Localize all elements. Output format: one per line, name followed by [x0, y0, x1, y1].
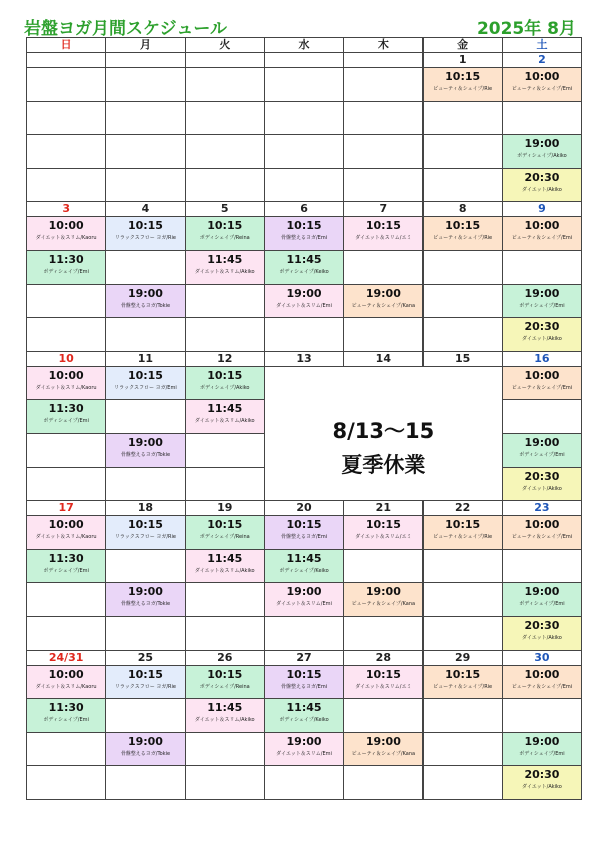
class-name: 骨盤整えるヨガ/Emi — [280, 683, 328, 690]
day-number: 22 — [423, 500, 503, 516]
class-time: 11:45 — [207, 551, 243, 565]
class-slot — [105, 216, 185, 251]
class-name: ダイエット＆スリム/Akiko — [194, 418, 255, 425]
day-number: 21 — [343, 500, 423, 516]
empty-slot — [105, 67, 185, 102]
empty-slot — [105, 549, 185, 584]
day-number: 23 — [502, 500, 582, 516]
class-time: 10:15 — [207, 667, 243, 681]
empty-slot — [343, 549, 423, 584]
class-time: 10:15 — [127, 219, 163, 233]
class-slot — [185, 399, 265, 434]
class-name: ボディシェイプ/Emi — [43, 269, 89, 275]
class-slot — [264, 284, 344, 319]
class-slot — [264, 216, 344, 251]
empty-slot — [26, 616, 106, 651]
class-slot — [105, 366, 185, 401]
year-month: 2025年 8月 — [476, 19, 576, 39]
class-name: ダイエット＆スリム/Akiko — [194, 269, 255, 275]
weekday-header: 火 — [185, 37, 265, 53]
class-time: 10:15 — [445, 70, 481, 83]
empty-slot — [105, 134, 185, 169]
empty-slot — [185, 433, 265, 468]
class-slot — [423, 216, 503, 251]
empty-slot — [343, 134, 423, 169]
class-name: リラックスフロー ヨガ/Rie — [114, 534, 176, 541]
class-time: 10:00 — [48, 368, 84, 382]
empty-slot — [423, 317, 503, 352]
class-name: ボディシェイプ/Emi — [519, 601, 565, 608]
class-name: ボディシェイプ/Emi — [519, 750, 565, 757]
class-time: 10:00 — [524, 70, 560, 83]
empty-slot — [264, 101, 344, 136]
class-name: ビューティ＆シェイプ/Rie — [433, 86, 493, 92]
class-slot — [185, 665, 265, 700]
empty-slot — [343, 317, 423, 352]
holiday-block — [264, 366, 503, 501]
class-name: ビューティ＆シェイプ/Kana — [351, 601, 416, 608]
empty-slot — [423, 698, 503, 733]
empty-slot — [423, 284, 503, 319]
class-name: 骨盤整えるヨガ/Tokie — [120, 452, 171, 458]
class-time: 10:15 — [445, 518, 481, 532]
class-time: 11:45 — [207, 402, 243, 416]
day-number — [26, 52, 106, 68]
empty-slot — [185, 67, 265, 102]
empty-slot — [26, 284, 106, 319]
day-number: 8 — [423, 201, 503, 217]
day-number: 15 — [423, 351, 503, 367]
class-slot — [502, 284, 582, 319]
class-name: ボディシェイプ/Akiko — [199, 384, 250, 391]
class-name: 骨盤整えるヨガ/Emi — [280, 235, 328, 242]
class-time: 19:00 — [524, 286, 560, 300]
class-time: 10:15 — [207, 219, 243, 233]
class-name: ダイエット/Akiko — [522, 186, 562, 193]
class-time: 10:15 — [445, 219, 481, 233]
empty-slot — [26, 67, 106, 102]
empty-slot — [264, 765, 344, 800]
class-time: 19:00 — [365, 734, 401, 748]
class-name: ボディシェイプ/Emi — [43, 717, 89, 724]
empty-slot — [105, 399, 185, 434]
class-slot — [502, 216, 582, 251]
class-time: 10:15 — [365, 667, 401, 681]
day-number: 20 — [264, 500, 344, 516]
class-time: 10:00 — [48, 667, 84, 681]
day-number: 6 — [264, 201, 344, 217]
empty-slot — [502, 698, 582, 733]
class-name: リラックスフロー ヨガ/Rie — [114, 683, 176, 690]
class-slot — [264, 698, 344, 733]
empty-slot — [185, 616, 265, 651]
day-number: 25 — [105, 650, 185, 666]
class-time: 19:00 — [127, 585, 163, 599]
class-slot — [423, 515, 503, 550]
empty-slot — [423, 101, 503, 136]
class-slot — [185, 250, 265, 285]
class-time: 20:30 — [524, 768, 560, 782]
day-number: 29 — [423, 650, 503, 666]
empty-slot — [423, 732, 503, 767]
empty-slot — [423, 250, 503, 285]
class-name: ダイエット/Akiko — [522, 784, 562, 791]
class-time: 11:45 — [207, 253, 243, 266]
class-name: ボディシェイプ/Reina — [199, 683, 250, 690]
class-slot — [502, 317, 582, 352]
class-slot — [502, 134, 582, 169]
class-time: 10:15 — [445, 667, 481, 681]
class-time: 19:00 — [365, 286, 401, 300]
class-time: 10:00 — [524, 219, 560, 233]
empty-slot — [423, 616, 503, 651]
empty-slot — [185, 284, 265, 319]
class-time: 11:30 — [48, 253, 84, 266]
empty-slot — [26, 134, 106, 169]
class-slot — [502, 665, 582, 700]
class-time: 19:00 — [127, 734, 163, 748]
class-slot — [423, 665, 503, 700]
empty-slot — [423, 134, 503, 169]
empty-slot — [423, 549, 503, 584]
class-name: ボディシェイプ/Emi — [519, 452, 565, 458]
class-time: 19:00 — [127, 436, 163, 449]
empty-slot — [105, 250, 185, 285]
class-slot — [264, 665, 344, 700]
class-name: ビューティ＆シェイプ/Kana — [351, 302, 416, 309]
class-time: 11:30 — [48, 551, 84, 565]
class-name: ボディシェイプ/Akiko — [517, 153, 567, 160]
empty-slot — [423, 582, 503, 617]
day-number — [264, 52, 344, 68]
day-number: 4 — [105, 201, 185, 217]
weekday-header: 金 — [423, 37, 503, 53]
class-time: 19:00 — [524, 436, 560, 449]
class-slot — [105, 284, 185, 319]
class-slot — [185, 366, 265, 401]
class-name: ビューティ＆シェイプ/Rie — [433, 235, 493, 242]
empty-slot — [423, 168, 503, 203]
class-slot — [185, 549, 265, 584]
empty-slot — [105, 168, 185, 203]
class-slot — [185, 698, 265, 733]
class-time: 11:45 — [286, 551, 322, 565]
class-name: ボディシェイプ/Reina — [199, 235, 250, 242]
holiday-range: 8/13～15 — [332, 418, 435, 443]
class-slot — [105, 665, 185, 700]
class-slot — [26, 665, 106, 700]
empty-slot — [185, 168, 265, 203]
class-slot — [264, 582, 344, 617]
empty-slot — [105, 467, 185, 502]
empty-slot — [343, 168, 423, 203]
class-slot — [26, 515, 106, 550]
class-time: 10:15 — [127, 368, 163, 382]
class-name: ボディシェイプ/Reina — [199, 534, 250, 541]
class-time: 10:15 — [127, 518, 163, 532]
day-number — [343, 52, 423, 68]
class-name: 骨盤整えるヨガ/Emi — [280, 534, 328, 541]
empty-slot — [26, 582, 106, 617]
class-slot — [105, 732, 185, 767]
class-time: 10:15 — [286, 518, 322, 532]
class-name: ダイエット＆スリム/Emi — [276, 302, 332, 309]
class-name: ダイエット＆スリム/Kaoru — [35, 534, 97, 541]
empty-slot — [343, 616, 423, 651]
class-slot — [502, 366, 582, 401]
empty-slot — [502, 101, 582, 136]
empty-slot — [26, 467, 106, 502]
day-number: 3 — [26, 201, 106, 217]
class-name: ボディシェイプ/Emi — [519, 302, 565, 309]
class-time: 10:15 — [127, 667, 163, 681]
class-time: 11:30 — [48, 701, 84, 715]
class-name: ビューティ＆シェイプ/Rie — [433, 534, 493, 541]
day-number: 14 — [343, 351, 423, 367]
class-name: リラックスフロー ヨガ/Rie — [114, 235, 176, 242]
day-number: 24/31 — [26, 650, 106, 666]
day-number — [185, 52, 265, 68]
class-slot — [343, 732, 423, 767]
class-slot — [26, 250, 106, 285]
class-slot — [502, 616, 582, 651]
empty-slot — [185, 134, 265, 169]
empty-slot — [185, 582, 265, 617]
day-number: 18 — [105, 500, 185, 516]
empty-slot — [264, 317, 344, 352]
class-time: 20:30 — [524, 170, 560, 184]
class-slot — [502, 67, 582, 102]
weekday-header: 月 — [105, 37, 185, 53]
class-name: ダイエット＆スリム/エミ — [355, 683, 412, 690]
class-time: 10:00 — [48, 518, 84, 532]
class-slot — [264, 549, 344, 584]
class-slot — [502, 168, 582, 203]
class-time: 19:00 — [524, 137, 560, 151]
class-time: 19:00 — [286, 585, 322, 599]
class-slot — [185, 515, 265, 550]
class-name: ボディシェイプ/Emi — [43, 567, 89, 574]
class-time: 20:30 — [524, 469, 560, 483]
empty-slot — [264, 134, 344, 169]
class-slot — [502, 433, 582, 468]
class-time: 10:00 — [524, 667, 560, 681]
day-number: 26 — [185, 650, 265, 666]
day-number: 30 — [502, 650, 582, 666]
class-name: ビューティ＆シェイプ/Emi — [511, 534, 573, 541]
class-name: ダイエット＆スリム/Kaoru — [35, 683, 97, 690]
class-name: ビューティ＆シェイプ/Emi — [511, 384, 573, 391]
class-slot — [185, 216, 265, 251]
empty-slot — [105, 698, 185, 733]
day-number: 12 — [185, 351, 265, 367]
day-number: 11 — [105, 351, 185, 367]
class-slot — [26, 399, 106, 434]
empty-slot — [343, 101, 423, 136]
class-name: ビューティ＆シェイプ/Kana — [351, 750, 416, 757]
day-number — [105, 52, 185, 68]
class-name: ダイエット＆スリム/Kaoru — [35, 235, 97, 242]
class-name: ボディシェイプ/Keiko — [279, 269, 329, 275]
class-name: 骨盤整えるヨガ/Tokie — [120, 601, 171, 608]
class-name: 骨盤整えるヨガ/Tokie — [120, 750, 171, 757]
class-slot — [502, 515, 582, 550]
class-time: 19:00 — [524, 585, 560, 599]
class-time: 20:30 — [524, 320, 560, 334]
empty-slot — [26, 168, 106, 203]
class-name: ビューティ＆シェイプ/Rie — [433, 683, 493, 690]
empty-slot — [343, 698, 423, 733]
class-name: ダイエット/Akiko — [522, 635, 562, 641]
class-time: 20:30 — [524, 619, 560, 632]
class-time: 11:45 — [286, 253, 322, 266]
class-slot — [502, 765, 582, 800]
empty-slot — [26, 732, 106, 767]
class-time: 10:15 — [207, 518, 243, 532]
empty-slot — [185, 467, 265, 502]
class-time: 10:00 — [524, 368, 560, 382]
class-slot — [105, 582, 185, 617]
class-slot — [502, 582, 582, 617]
class-slot — [26, 216, 106, 251]
empty-slot — [502, 250, 582, 285]
day-number: 16 — [502, 351, 582, 367]
empty-slot — [185, 765, 265, 800]
day-number: 2 — [502, 52, 582, 68]
page-title: 岩盤ヨガ月間スケジュール — [24, 19, 227, 39]
empty-slot — [185, 317, 265, 352]
day-number: 5 — [185, 201, 265, 217]
class-slot — [264, 732, 344, 767]
class-slot — [343, 582, 423, 617]
weekday-header: 木 — [343, 37, 423, 53]
day-number: 13 — [264, 351, 344, 367]
class-time: 10:15 — [286, 667, 322, 681]
class-name: 骨盤整えるヨガ/Tokie — [120, 302, 171, 309]
empty-slot — [105, 616, 185, 651]
class-time: 19:00 — [365, 585, 401, 599]
class-time: 19:00 — [524, 734, 560, 748]
class-name: ボディシェイプ/Keiko — [279, 567, 329, 574]
day-number: 10 — [26, 351, 106, 367]
empty-slot — [26, 765, 106, 800]
holiday-label: 夏季休業 — [341, 452, 426, 477]
class-slot — [423, 67, 503, 102]
weekday-header: 日 — [26, 37, 106, 53]
class-time: 10:00 — [524, 518, 560, 532]
day-number: 17 — [26, 500, 106, 516]
class-time: 19:00 — [286, 286, 322, 300]
empty-slot — [343, 765, 423, 800]
class-name: ダイエット/Akiko — [522, 485, 562, 492]
weekday-header: 水 — [264, 37, 344, 53]
class-slot — [264, 250, 344, 285]
class-slot — [105, 515, 185, 550]
empty-slot — [343, 250, 423, 285]
class-time: 19:00 — [127, 286, 163, 300]
class-name: ダイエット＆スリム/エミ — [355, 534, 412, 541]
class-time: 19:00 — [286, 734, 322, 748]
class-time: 10:00 — [48, 219, 84, 233]
empty-slot — [105, 101, 185, 136]
empty-slot — [264, 67, 344, 102]
class-slot — [502, 732, 582, 767]
class-slot — [26, 549, 106, 584]
empty-slot — [423, 765, 503, 800]
empty-slot — [343, 67, 423, 102]
class-name: ビューティ＆シェイプ/Emi — [511, 86, 573, 92]
class-name: ビューティ＆シェイプ/Emi — [511, 683, 573, 690]
class-name: ダイエット/Akiko — [522, 336, 562, 343]
class-slot — [343, 284, 423, 319]
empty-slot — [26, 433, 106, 468]
class-name: ダイエット＆スリム/Kaoru — [35, 384, 97, 391]
calendar-grid — [26, 37, 581, 831]
class-slot — [26, 366, 106, 401]
class-time: 10:15 — [207, 368, 243, 382]
class-name: ビューティ＆シェイプ/Emi — [511, 235, 573, 242]
class-slot — [343, 216, 423, 251]
class-name: ダイエット＆スリム/Emi — [276, 750, 332, 757]
class-name: ボディシェイプ/Emi — [43, 418, 89, 425]
empty-slot — [26, 317, 106, 352]
empty-slot — [264, 168, 344, 203]
weekday-header: 土 — [502, 37, 582, 53]
class-name: ボディシェイプ/Keiko — [279, 717, 329, 724]
class-time: 10:15 — [365, 219, 401, 233]
class-time: 11:45 — [207, 701, 243, 715]
empty-slot — [185, 101, 265, 136]
day-number: 1 — [423, 52, 503, 68]
class-slot — [26, 698, 106, 733]
empty-slot — [185, 732, 265, 767]
class-time: 10:15 — [365, 518, 401, 532]
empty-slot — [502, 549, 582, 584]
day-number: 19 — [185, 500, 265, 516]
empty-slot — [26, 101, 106, 136]
class-slot — [105, 433, 185, 468]
class-name: ダイエット＆スリム/Emi — [276, 601, 332, 608]
day-number: 28 — [343, 650, 423, 666]
class-slot — [264, 515, 344, 550]
class-name: ダイエット＆スリム/エミ — [355, 235, 412, 242]
class-slot — [502, 467, 582, 502]
empty-slot — [502, 399, 582, 434]
class-name: リラックスフロー ヨガ/Emi — [114, 384, 177, 391]
empty-slot — [105, 317, 185, 352]
day-number: 9 — [502, 201, 582, 217]
class-time: 11:45 — [286, 701, 322, 715]
class-time: 11:30 — [48, 402, 84, 416]
empty-slot — [264, 616, 344, 651]
day-number: 7 — [343, 201, 423, 217]
class-slot — [343, 665, 423, 700]
class-name: ダイエット＆スリム/Akiko — [194, 717, 255, 724]
day-number: 27 — [264, 650, 344, 666]
class-slot — [343, 515, 423, 550]
class-name: ダイエット＆スリム/Akiko — [194, 567, 255, 574]
class-time: 10:15 — [286, 219, 322, 233]
empty-slot — [105, 765, 185, 800]
